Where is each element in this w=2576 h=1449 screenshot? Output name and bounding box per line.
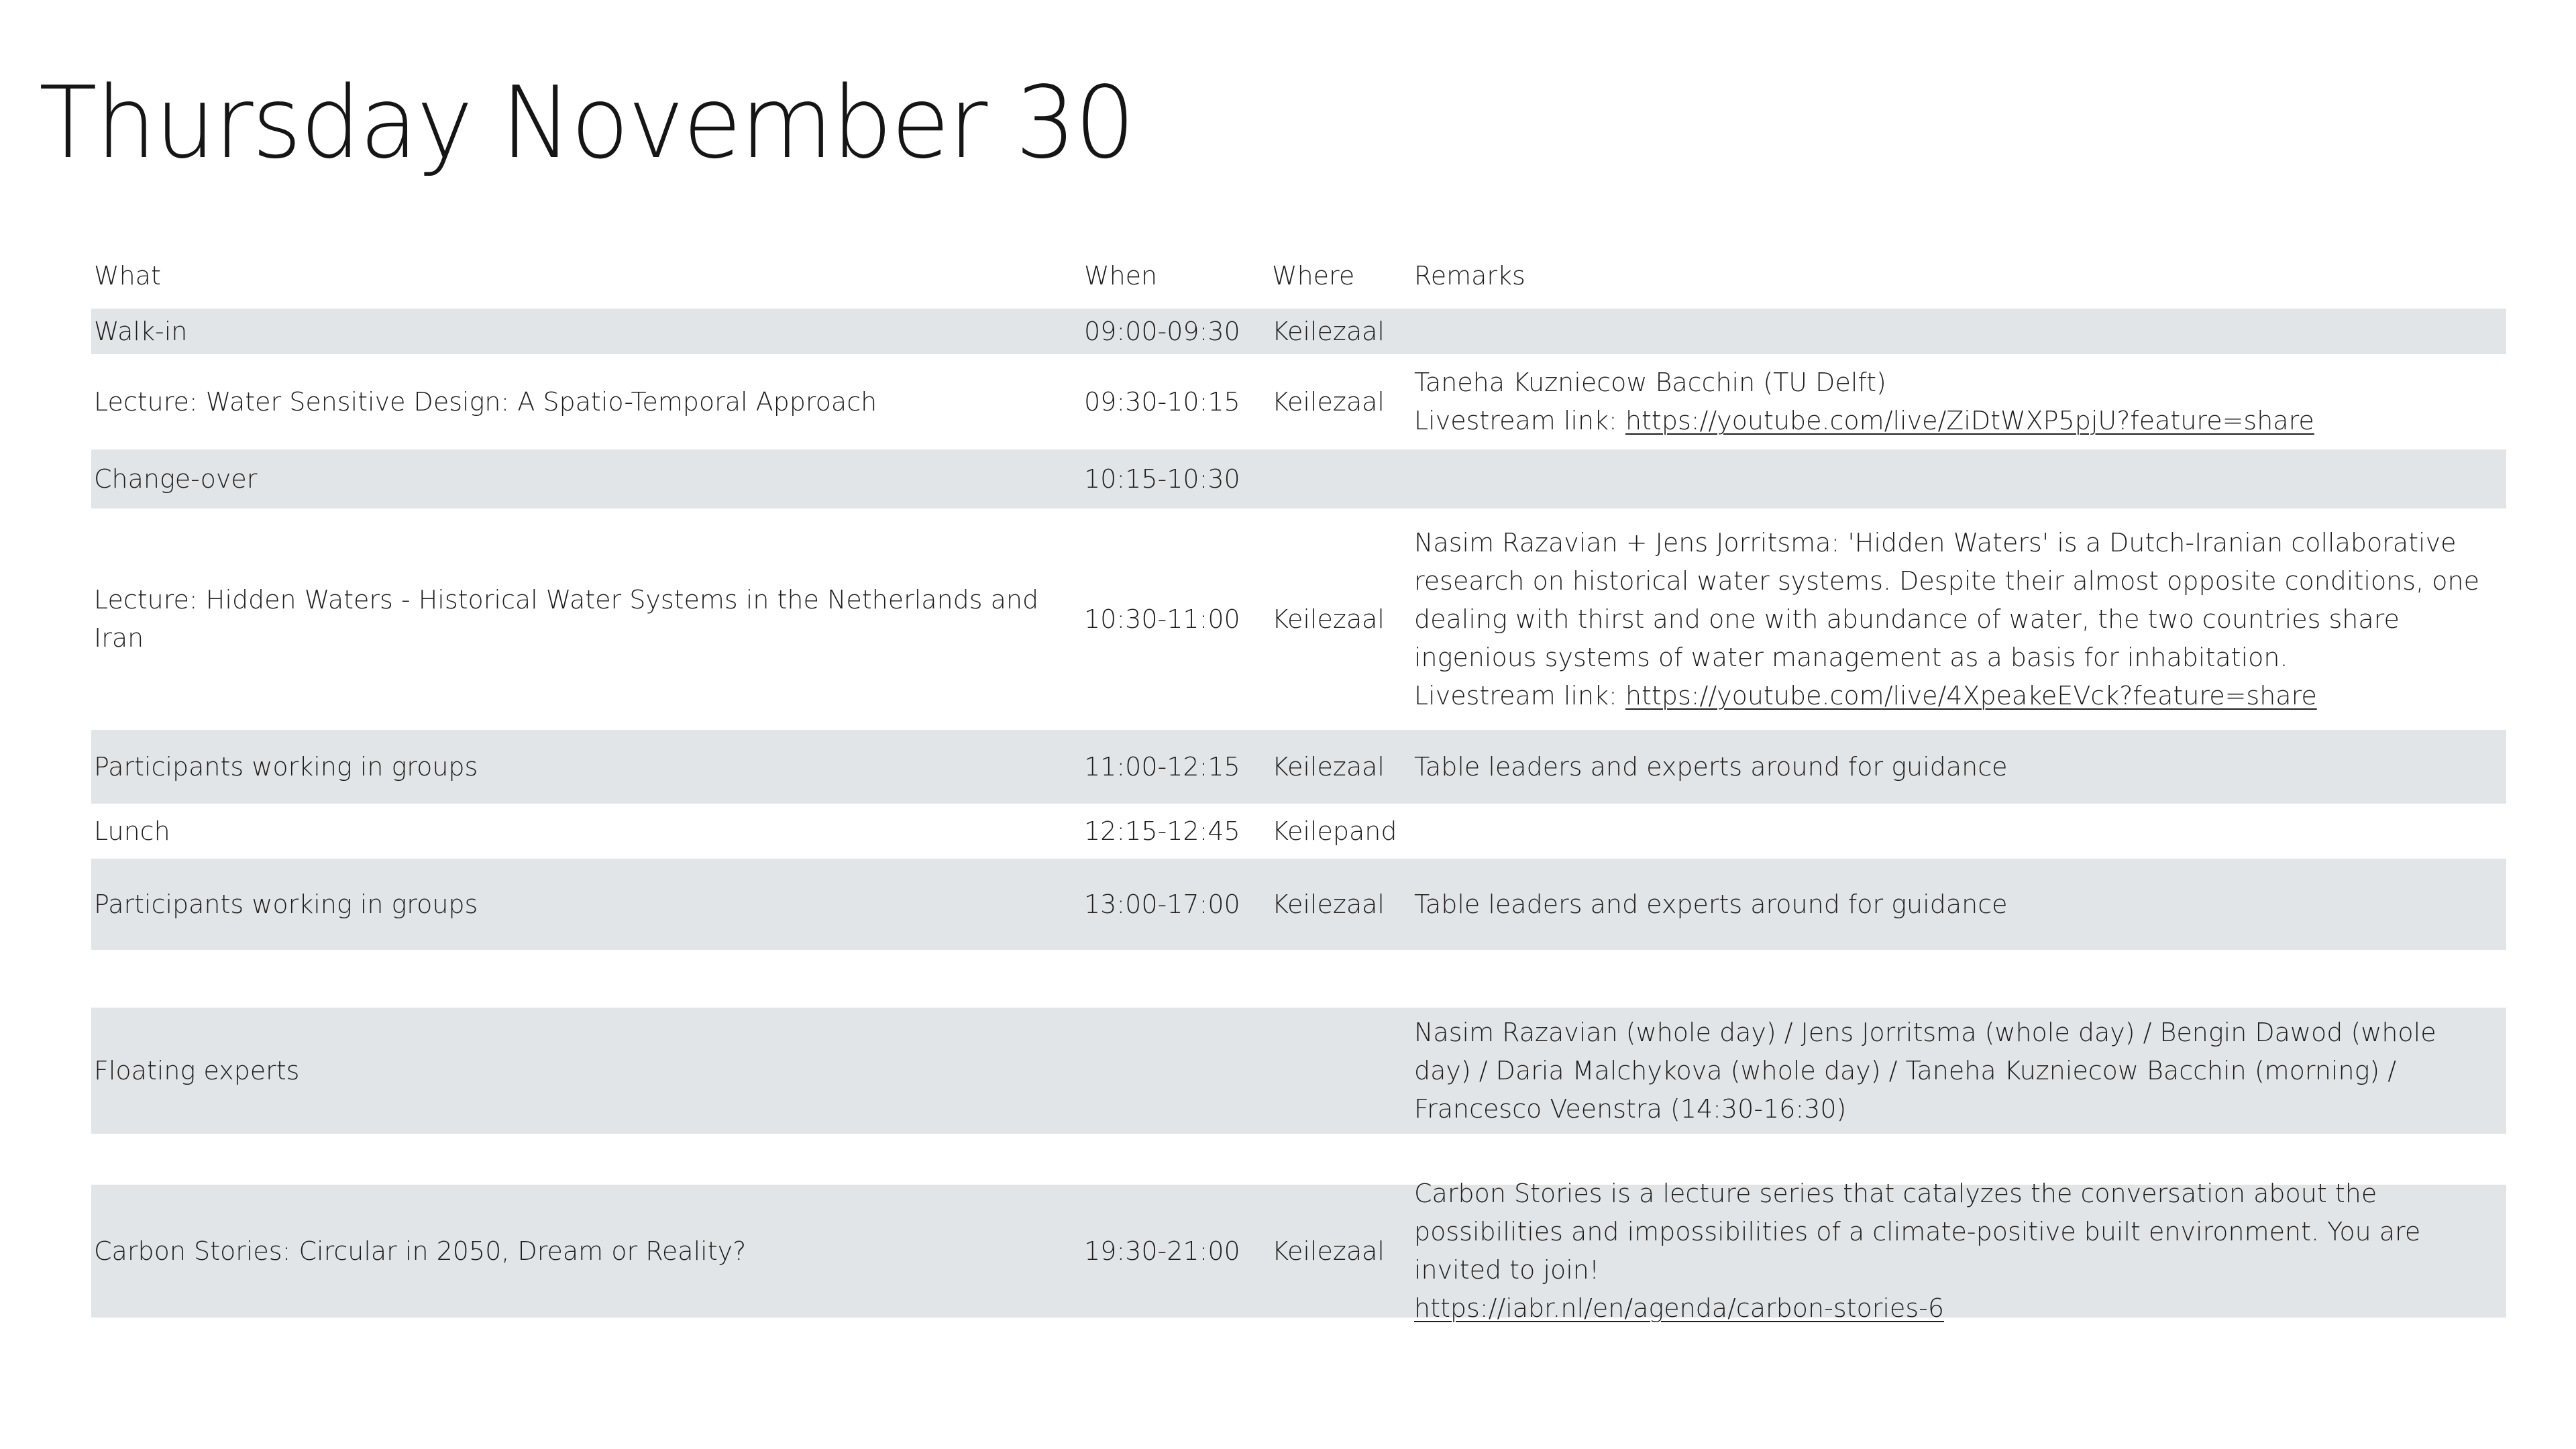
when-cell: 09:30-10:15 (1084, 386, 1240, 417)
where-cell: Keilezaal (1272, 1236, 1385, 1266)
spacer-row (91, 950, 2506, 1008)
livestream-line (1414, 402, 2500, 440)
remarks-text: Taneha Kuzniecow Bacchin (TU Delft) (1414, 368, 1886, 397)
livestream-link[interactable]: https://youtube.com/live/ZiDtWXP5pjU?feature=share (1625, 406, 2314, 435)
table-row (91, 730, 2506, 804)
what-cell: Carbon Stories: Circular in 2050, Dream or Reality? (94, 1236, 747, 1266)
schedule-table (91, 243, 2506, 1323)
what-cell: Lecture: Hidden Waters - Historical Water Systems in the Netherlands and Iran (94, 585, 1039, 653)
remarks-cell: Nasim Razavian (whole day) / Jens Jorritsma (whole day) / Bengin Dawod (whole day) / Daria Malchykova (whole day) / Taneha Kuzniecow Bacchin (morning) / Francesco Veenstra (14:30-16:30) (1414, 1017, 2436, 1124)
when-cell: 19:30-21:00 (1084, 1236, 1240, 1266)
event-link[interactable]: https://iabr.nl/en/agenda/carbon-stories-6 (1414, 1293, 1945, 1323)
remarks-cell (1411, 364, 2506, 440)
where-cell: Keilezaal (1272, 889, 1385, 919)
when-cell: 11:00-12:15 (1084, 751, 1240, 782)
table-row (91, 1008, 2506, 1134)
page-title: Thursday November 30 (39, 65, 1134, 180)
livestream-link[interactable]: https://youtube.com/live/4XpeakeEVck?feature=share (1625, 680, 2317, 710)
remarks-cell (1411, 1175, 2506, 1328)
where-cell: Keilezaal (1272, 604, 1385, 634)
remarks-cell: Table leaders and experts around for guidance (1414, 889, 2008, 919)
table-row (91, 449, 2506, 508)
livestream-label: Livestream link: (1414, 406, 1625, 435)
when-cell: 12:15-12:45 (1084, 816, 1240, 846)
table-row (91, 1179, 2506, 1323)
where-cell: Keilezaal (1272, 751, 1385, 782)
where-cell: Keilepand (1272, 816, 1397, 846)
when-cell: 10:30-11:00 (1084, 604, 1240, 634)
header-where: Where (1272, 260, 1355, 290)
table-row (91, 309, 2506, 354)
table-header-row (91, 243, 2506, 309)
table-row (91, 804, 2506, 859)
when-cell: 13:00-17:00 (1084, 889, 1240, 919)
what-cell: Lunch (94, 816, 170, 846)
livestream-label: Livestream link: (1414, 680, 1625, 710)
what-cell: Change-over (94, 464, 258, 494)
header-remarks: Remarks (1414, 260, 1525, 290)
livestream-line (1414, 677, 2500, 715)
what-cell: Lecture: Water Sensitive Design: A Spatio-Temporal Approach (94, 386, 877, 417)
table-row (91, 859, 2506, 950)
where-cell: Keilezaal (1272, 316, 1385, 346)
what-cell: Participants working in groups (94, 751, 478, 782)
remarks-cell (1411, 524, 2506, 715)
table-row (91, 354, 2506, 449)
header-when: When (1084, 260, 1158, 290)
when-cell: 09:00-09:30 (1084, 316, 1240, 346)
what-cell: Walk-in (94, 316, 188, 346)
what-cell: Participants working in groups (94, 889, 478, 919)
header-what: What (94, 260, 161, 290)
table-row (91, 508, 2506, 730)
remarks-text: Nasim Razavian + Jens Jorritsma: 'Hidden Waters' is a Dutch-Iranian collaborative research on historical water systems. Despite their almost opposite conditions, one dealing with thirst and one with abundance of water, the two countries share ingenious systems of water management as a basis for inhabitation. (1414, 527, 2479, 672)
remarks-text: Carbon Stories is a lecture series that catalyzes the conversation about the possibilities and impossibilities of a climate-positive built environment. You are invited to join! (1414, 1179, 2421, 1285)
where-cell: Keilezaal (1272, 386, 1385, 417)
remarks-cell: Table leaders and experts around for guidance (1414, 751, 2008, 782)
what-cell: Floating experts (94, 1055, 300, 1085)
when-cell: 10:15-10:30 (1084, 464, 1240, 494)
